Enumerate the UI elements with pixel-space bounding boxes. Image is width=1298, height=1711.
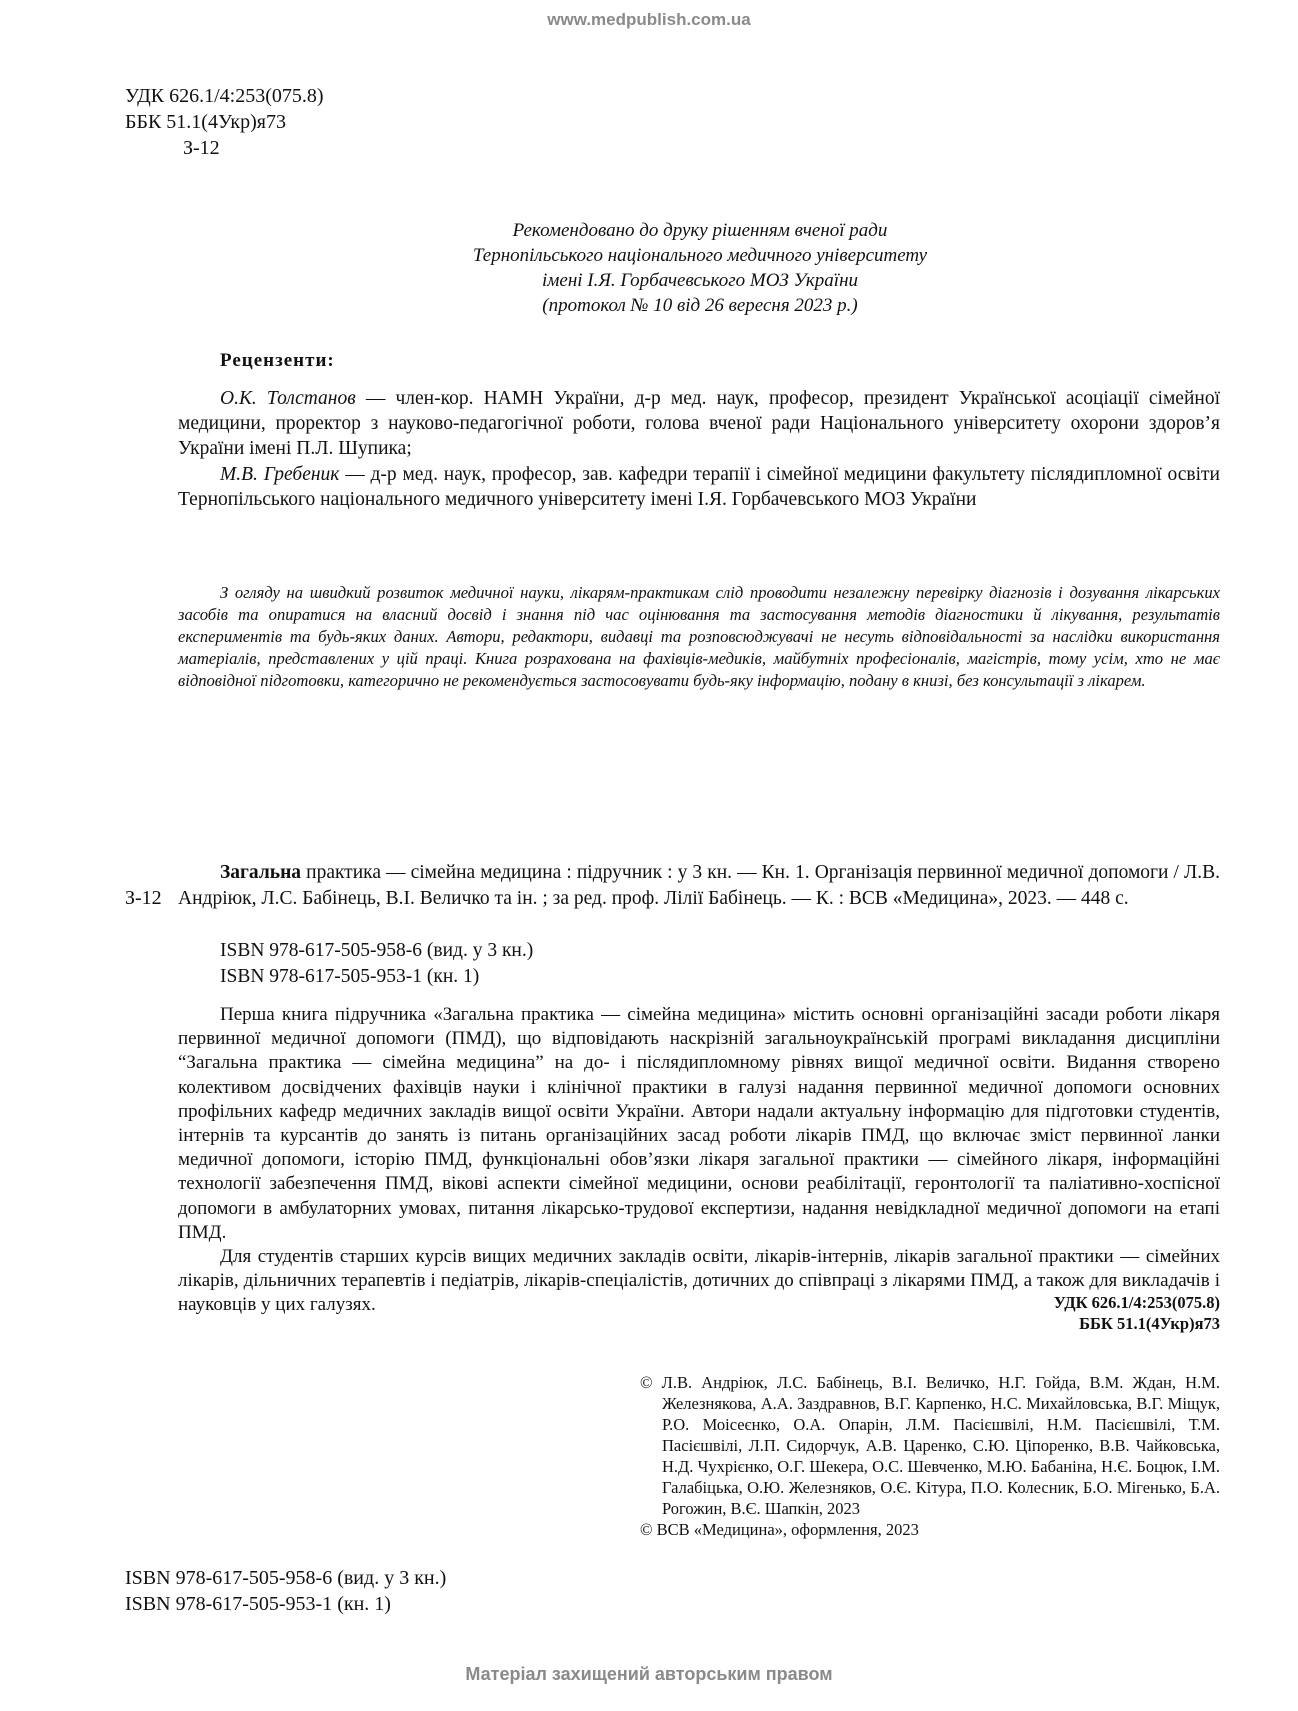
abstract-paragraph: Для студентів старших курсів вищих медичних закладів освіти, лікарів-інтернів, лікарів загальної практики — сімейних лікарів, дільничних терапевтів і педіатрів, лікарів-спеціалістів, дотичних до співпраці з лікарями ПМД, а також для викладачів і науковців у цих галузях. [178, 1246, 1220, 1316]
recommendation-line: Тернопільського національного медичного університету [472, 245, 928, 266]
udk-code: УДК 626.1/4:253(075.8) [125, 85, 324, 107]
catalog-record [178, 860, 1220, 912]
bbk-code-right: ББК 51.1(4Укр)я73 [1079, 1314, 1220, 1333]
isbn-line: ISBN 978-617-505-958-6 (вид. у 3 кн.) [125, 1567, 447, 1589]
reviewer-entry [178, 386, 1220, 461]
site-url: www.medpublish.com.ua [547, 10, 751, 29]
reviewer-name: М.В. Гребеник [220, 464, 340, 485]
catalog-isbn-list [220, 938, 533, 990]
bbk-code: ББК 51.1(4Укр)я73 [125, 111, 286, 133]
copyright-authors: © Л.В. Андріюк, Л.С. Бабінець, В.І. Величко, Н.Г. Гойда, В.М. Ждан, Н.М. Железнякова, А.А. Заздравнов, В.Г. Карпенко, Н.С. Михайловська, В.Г. Міщук, Р.О. Моісеєнко, О.А. Опарін, Л.М. Пасієшвілі, Н.М. Пасієшвілі, Т.М. Пасієшвілі, Л.П. Сидорчук, А.В. Царенко, С.Ю. Ціпоренко, В.В. Чайковська, Н.Д. Чухрієнко, О.Г. Шекера, О.С. Шевченко, М.Ю. Бабаніна, Н.Є. Боцюк, І.М. Галабіцька, О.Ю. Железняков, О.Є. Кітура, П.О. Колесник, Б.О. Мігенько, Б.А. Рогожин, В.Є. Шапкін, 2023 [640, 1373, 1220, 1518]
author-mark: З-12 [183, 137, 220, 159]
recommendation-line: імені І.Я. Горбачевського МОЗ України [542, 270, 858, 291]
reviewer-name: О.К. Толстанов [220, 388, 356, 409]
copyright-footer-note: Матеріал захищений авторським правом [465, 1664, 833, 1684]
isbn-line: ISBN 978-617-505-958-6 (вид. у 3 кн.) [220, 940, 534, 961]
catalog-title-word: Загальна [220, 862, 302, 883]
catalog-author-mark: З-12 [125, 887, 162, 909]
isbn-line: ISBN 978-617-505-953-1 (кн. 1) [220, 966, 480, 987]
abstract-paragraph: Перша книга підручника «Загальна практика — сімейна медицина» містить основні організаційні засади роботи лікаря первинної медичної допомоги (ПМД), що відповідають наскрізній загальноукраїнській програмі викладання дисципліни “Загальна практика — сімейна медицина” на до- і післядипломному рівнях вищої медичної освіти. Видання створено колективом досвідчених фахівців науки і клінічної практики в галузі надання первинної медичної допомоги основних профільних кафедр медичних закладів вищої освіти України. Автори надали актуальну інформацію для підготовки студентів, інтернів та курсантів до занять із питань організаційних засад роботи лікарів ПМД, що включає зміст первинної ланки медичної допомоги, історію ПМД, функціональні обов’язки лікаря загальної практики — сімейного лікаря, інформаційні технології забезпечення ПМД, вікові аспекти сімейної медицини, основи реабілітації, геронтології та паліативно-хоспісної допомоги в амбулаторних умовах, питання лікарсько-трудової експертизи, надання невідкладної медичної допомоги на етапі ПМД. [178, 1004, 1220, 1243]
udk-bbk-right [900, 1292, 1220, 1334]
isbn-line: ISBN 978-617-505-953-1 (кн. 1) [125, 1593, 391, 1615]
classification-codes [125, 83, 324, 161]
reviewer-description: — д-р мед. наук, професор, зав. кафедри терапії і сімейної медицини факультету післядипломної освіти Тернопільського національного медичного університету імені І.Я. Горбачевського МОЗ України [178, 464, 1220, 510]
reviewer-description: — член-кор. НАМН України, д-р мед. наук, професор, президент Української асоціації сімейної медицини, проректор з науково-педагогічної роботи, голова вченої ради Національного університету охорони здоров’я України імені П.Л. Шупика; [178, 388, 1220, 459]
book-abstract [178, 1003, 1220, 1318]
isbn-bottom [125, 1565, 446, 1617]
reviewers-heading: Рецензенти: [220, 350, 335, 371]
catalog-description: практика — сімейна медицина : підручник : у 3 кн. — Кн. 1. Організація первинної медичної допомоги / Л.В. Андріюк, Л.С. Бабінець, В.І. Величко та ін. ; за ред. проф. Лілії Бабінець. — К. : ВСВ «Медицина», 2023. — 448 с. [178, 862, 1220, 909]
reviewer-entry [178, 462, 1220, 512]
udk-code-right: УДК 626.1/4:253(075.8) [1053, 1293, 1220, 1312]
recommendation-block [420, 218, 980, 318]
recommendation-line: (протокол № 10 від 26 вересня 2023 р.) [542, 295, 858, 316]
copyright-block [640, 1372, 1220, 1540]
recommendation-line: Рекомендовано до друку рішенням вченої ради [512, 220, 888, 241]
copyright-publisher: © ВСВ «Медицина», оформлення, 2023 [640, 1520, 919, 1539]
medical-disclaimer: З огляду на швидкий розвиток медичної науки, лікарям-практикам слід проводити незалежну перевірку діагнозів і дозування лікарських засобів та опиратися на власний досвід і знання під час оцінювання та застосування методів діагностики й лікування, результатів експериментів та будь-яких даних. Автори, редактори, видавці та розповсюджувачі не несуть відповідальності за наслідки використання матеріалів, представлених у цій праці. Книга розрахована на фахівців-медиків, майбутніх професіоналів, магістрів, тому усім, хто не має відповідної підготовки, категорично не рекомендується застосовувати будь-яку інформацію, подану в книзі, без консультації з лікарем. [178, 583, 1220, 690]
